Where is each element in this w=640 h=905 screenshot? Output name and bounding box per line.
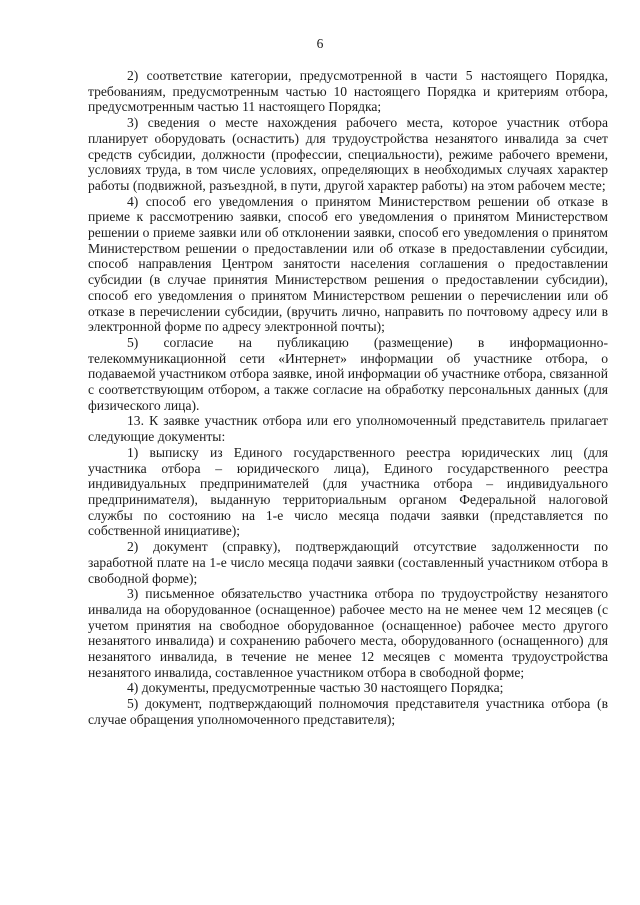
paragraph-doc-2-certificate: 2) документ (справку), подтверждающий отсутствие задолженности по заработной плате на 1-е число месяца подачи заявки (составленный участником отбора в свободной форме); xyxy=(88,539,608,586)
paragraph-doc-5-authority: 5) документ, подтверждающий полномочия представителя участника отбора (в случае обращения уполномоченного представителя); xyxy=(88,696,608,727)
page-number: 6 xyxy=(316,36,324,51)
paragraph-section-13: 13. К заявке участник отбора или его уполномоченный представитель прилагает следующие документы: xyxy=(88,413,608,445)
paragraph-doc-3-obligation: 3) письменное обязательство участника отбора по трудоустройству незанятого инвалида на оборудованное (оснащенное) рабочее место на не менее чем 12 месяцев (с учетом принятия на свободное оборудованное (оснащенное) рабочее место другого незанятого инвалида) и сохранению рабочего места, оборудованного (оснащенного) для незанятого инвалида, в течение не менее 12 месяцев с момента трудоустройства незанятого инвалида, составленное участником отбора в свободной форме; xyxy=(88,586,608,680)
paragraph-item-4-notification: 4) способ его уведомления о принятом Министерством решении об отказе в приеме к рассмотрению заявки, способ его уведомления о принятом Министерством решении о приеме заявки или об отклонении заявки, способ его уведомления о принятом Министерством решении о предоставлении или об отказе в предоставлении субсидии, способ направления Центром занятости населения соглашения о предоставлении субсидии (в случае принятия Министерством решения о предоставлении субсидии), способ его уведомления о принятом Министерством решении о перечислении или об отказе в перечислении субсидии, (вручить лично, направить по почтовому адресу или в электронной форме по адресу электронной почты); xyxy=(88,193,608,335)
paragraph-item-3-workplace: 3) сведения о месте нахождения рабочего места, которое участник отбора планирует оборудовать (оснастить) для трудоустройства незанятого инвалида за счет средств субсидии, должности (профессии, специальности), режиме рабочего времени, условиях труда, в том числе условиях, определяющих в необходимых случаях характер работы (подвижной, разъездной, в пути, другой характер работы) на этом рабочем месте; xyxy=(88,115,608,193)
paragraph-doc-4-documents: 4) документы, предусмотренные частью 30 настоящего Порядка; xyxy=(127,680,504,696)
paragraph-doc-1-extract: 1) выписку из Единого государственного реестра юридических лиц (для участника отбора – юридического лица), Единого государственного реестра индивидуальных предпринимателей (для участника отбора – индивидуального предпринимателя), выданную территориальным органом Федеральной налоговой службы по состоянию на 1-е число месяца подачи заявки (представляется по собственной инициативе); xyxy=(88,444,608,539)
paragraph-item-5-consent: 5) согласие на публикацию (размещение) в информационно-телекоммуникационной сети «Интернет» информации об участнике отбора, о подаваемой участником отбора заявке, иной информации об участнике отбора, связанной с соответствующим отбором, а также согласие на обработку персональных данных (для физического лица). xyxy=(88,334,608,413)
paragraph-item-2-category: 2) соответствие категории, предусмотренной в части 5 настоящего Порядка, требованиям, предусмотренным частью 10 настоящего Порядка и критериям отбора, предусмотренным частью 11 настоящего Порядка; xyxy=(88,68,608,115)
document-body xyxy=(88,68,608,728)
